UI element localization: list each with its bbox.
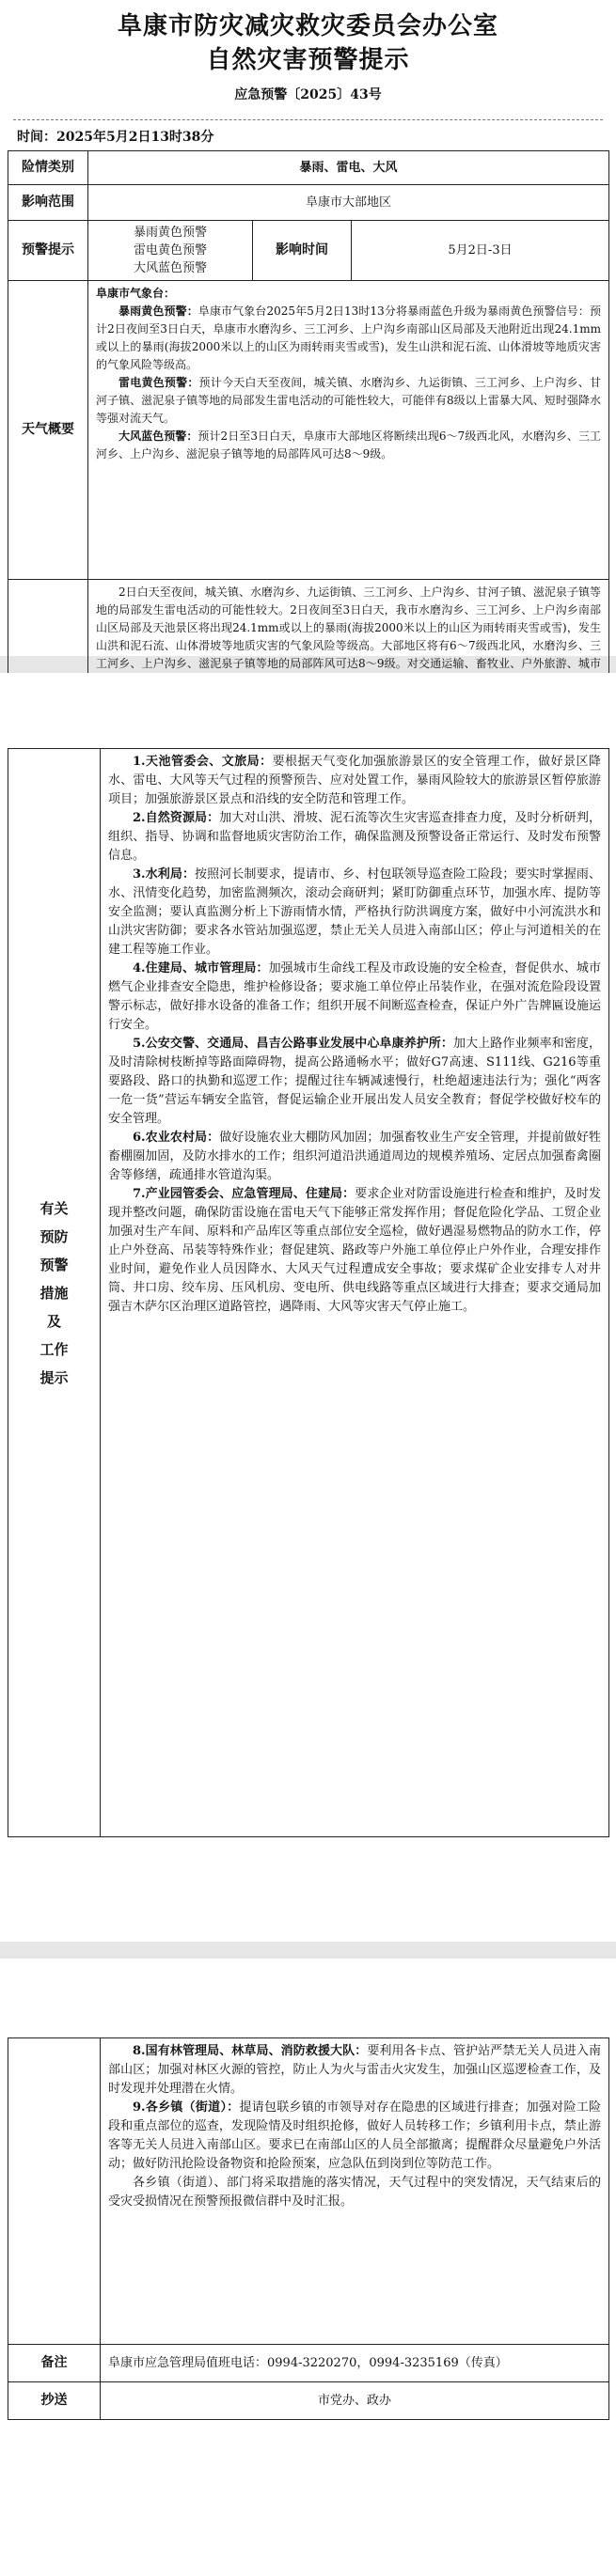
measures-text (101, 749, 609, 1837)
measures-label-char: 有关 (39, 1199, 69, 1217)
warning-list (88, 221, 253, 281)
measures-label-char: 预防 (39, 1227, 69, 1245)
measure-item: 6.农业农村局：做好设施农业大棚防风加固；加强畜牧业生产安全管理，并提前做好牲畜棚圈加固，及防水排水的工作；组织河道沿洪通道周边的规模养殖场、定居点加强畜禽圈舍等修缮，疏通排水管道沟渠。 (108, 1131, 601, 1182)
cc-value: 市党办、政办 (101, 2382, 609, 2420)
measures-continued-text (101, 2038, 609, 2345)
measure-item: 9.各乡镇（街道）：提请包联乡镇的市领导对存在隐患的区域进行排查；加强对险工险段和重点部位的巡查，发现险情及时组织抢修，做好人员转移工作；乡镇利用卡点，禁止游客等无关人员进入南部山区。要求已在南部山区的人员全部撤离；提醒群众尽量避免户外活动；做好防汛抢险设备物资和抢险预案，应急队伍到岗到位等防范工作。 (108, 2100, 601, 2171)
impact-area-value: 阜康市大部地区 (88, 185, 609, 221)
measure-item: 5.公安交警、交通局、昌吉公路事业发展中心阜康养护所：加大上路作业频率和密度，及时清除树枝断掉等路面障碍物，提高公路通畅水平；做好G7高速、S111线、G216等重要路段、路口的执勤和巡逻工作；提醒过往车辆减速慢行，杜绝超速违法行为；强化“两客一危一货”营运车辆安全监管，督促运输企业开展出发人员安全教育；督促学校做好校车的安全管理。 (108, 1037, 601, 1126)
measure-item: 8.国有林管理局、林草局、消防救援大队：要利用各卡点、管护站严禁无关人员进入南部山区；加强对林区火源的管控，防止人为火与雷击火灾发生，加强山区巡逻检查工作，及时发现并处理潜在火情。 (108, 2044, 601, 2096)
header-divider (13, 119, 603, 120)
hazard-type-label: 险情类别 (8, 151, 88, 185)
document-page-3 (0, 1959, 616, 2576)
measure-item: 3.水利局：按照河长制要求，提请市、乡、村包联领导巡查险工险段；要实时掌握雨、水、汛情变化趋势，加密监测频次，滚动会商研判；紧盯防御重点环节，加强水库、提防等安全监测；要认真监测分析上下游雨情水情，严格执行防洪调度方案，做好中小河流洪水和山洪灾害防御；要求各水管站加强巡逻，禁止无关人员进入南部山区；停止与河道相关的在建工程等施工作业。 (108, 867, 601, 957)
measures-continued-table (8, 2037, 609, 2420)
weather-summary-text (88, 281, 609, 580)
measure-item: 2.自然资源局：加大对山洪、滑坡、泥石流等次生灾害巡查排查力度，及时分析研判，组织、指导、协调和监督地质灾害防治工作，确保监测及预警设备正常运行、及时发布预警信息。 (108, 811, 601, 863)
cc-label: 抄送 (8, 2382, 101, 2420)
impact-area-label: 影响范围 (8, 185, 88, 221)
thunder-warning-text: 预计今天白天至夜间，城关镇、水磨沟乡、九运街镇、三工河乡、上户沟乡、甘河子镇、滋泥泉子镇等地的局部发生雷电活动的可能性较大，可能伴有8级以上雷暴大风、短时强降水等强对流天气。 (96, 376, 602, 425)
hazard-type-value: 暴雨、雷电、大风 (88, 151, 609, 185)
wind-warning-heading: 大风蓝色预警： (118, 429, 198, 443)
document-page-2 (0, 673, 616, 1942)
measures-label-char: 工作 (39, 1340, 69, 1358)
measure-item: 7.产业园管委会、应急管理局、住建局：要求企业对防雷设施进行检查和维护，及时发现并整改问题，确保防雷设施在雷电天气下能够正常发挥作用；督促危险化学品、工贸企业加强对生产车间、原料和产品库区等重点部位安全巡检，做好遇湿易燃物品的防水工作，停止户外登高、吊装等特殊作业；督促建筑、路政等户外施工单位停止户外作业，合理安排作业时间，避免作业人员因降水、大风天气过程遭成安全事故；要求煤矿企业安排专人对井筒、井口房、绞车房、压风机房、变电所、供电线路等重点区域进行大排查；要求交通局加强吉木萨尔区治理区道路管控，遇降雨、大风等灾害天气停止施工。 (108, 1187, 601, 1314)
measures-label-char: 措施 (39, 1284, 69, 1302)
remarks-value: 阜康市应急管理局值班电话：0994-3220270，0994-3235169（传真） (101, 2345, 609, 2382)
warning-item: 大风蓝色预警 (133, 261, 207, 275)
measures-label-char: 提示 (39, 1368, 69, 1386)
rainstorm-warning-heading: 暴雨黄色预警： (118, 304, 198, 318)
rainstorm-warning-text: 阜康市气象台2025年5月2日13时13分将暴雨蓝色升级为暴雨黄色预警信号：预计2日夜间至3日白天，阜康市水磨沟乡、三工河乡、上户沟乡南部山区局部及天池附近出现24.1mm或以上的暴雨(海拔2000米以上的山区为雨转雨夹雪或雪)，发生山洪和泥石流、山体滑坡等地质灾害的气象风险等级高。 (96, 304, 602, 371)
measures-label-char: 及 (46, 1312, 61, 1330)
warning-item: 暴雨黄色预警 (133, 226, 207, 240)
impact-time-label: 影响时间 (253, 221, 352, 281)
weather-summary-label: 天气概要 (8, 281, 88, 580)
measures-label (8, 749, 101, 1837)
measure-item: 1.天池管委会、文旅局：要根据天气变化加强旅游景区的安全管理工作，做好景区降水、雷电、大风等天气过程的预警预告、应对处置工作，暴雨风险较大的旅游景区暂停旅游项目；加强旅游景区景点和沿线的安全防范和管理工作。 (108, 755, 601, 806)
measures-label-char: 预警 (39, 1256, 69, 1273)
document-page-1 (0, 0, 616, 670)
measure-item: 4.住建局、城市管理局：加强城市生命线工程及市政设施的安全检查，督促供水、城市燃气企业排查安全隐患，维护检修设备；要求施工单位停止吊装作业，在强对流危险段设置警示标志，做好排水设备的准备工作；组织开展不间断巡查检查，保证户外广告牌匾设施运行安全。 (108, 961, 601, 1032)
remarks-label: 备注 (8, 2345, 101, 2382)
warning-item: 雷电黄色预警 (133, 243, 207, 258)
closing-instruction: 各乡镇（街道）、部门将采取措施的落实情况，天气过程中的突发情况，天气结束后的受灾受损情况在预警预报微信群中及时汇报。 (108, 2176, 601, 2209)
document-title: 自然灾害预警提示 (206, 46, 410, 74)
weather-source: 阜康市气象台： (96, 287, 176, 300)
warning-label: 预警提示 (8, 221, 88, 281)
wind-warning-text: 预计2日至3日白天，阜康市大部地区将断续出现6～7级西北风，水磨沟乡、三工河乡、上户沟乡、滋泥泉子镇等地的局部阵风可达8～9级。 (96, 429, 602, 461)
empty-label-cell (8, 2038, 101, 2345)
impact-summary-paragraph: 2日白天至夜间，城关镇、水磨沟乡、九运街镇、三工河乡、上户沟乡、甘河子镇、滋泥泉子镇等地的局部发生雷电活动的可能性较大。2日夜间至3日白天，我市水磨沟乡、三工河乡、上户沟乡南部山区局部及天池景区将出现24.1mm或以上的暴雨(海拔2000米以上的山区为雨转雨夹雪或雪)，发生山洪和泥石流、山体滑坡等地质灾害的气象风险等级高。大部地区将有6～7级西北风，水磨沟乡、三工河乡、上户沟乡、滋泥泉子镇等地的局部阵风可达8～9级。对交通运输、畜牧业、户外旅游、城市 (96, 585, 602, 670)
office-title: 阜康市防灾减灾救灾委员会办公室 (117, 12, 498, 40)
measures-table (8, 748, 609, 1837)
document-header (0, 0, 616, 103)
impact-time-value: 5月2日-3日 (352, 221, 609, 281)
issue-datetime: 时间：2025年5月2日13时38分 (17, 130, 214, 145)
thunder-warning-heading: 雷电黄色预警： (118, 376, 199, 389)
document-number: 应急预警〔2025〕43号 (234, 87, 382, 102)
